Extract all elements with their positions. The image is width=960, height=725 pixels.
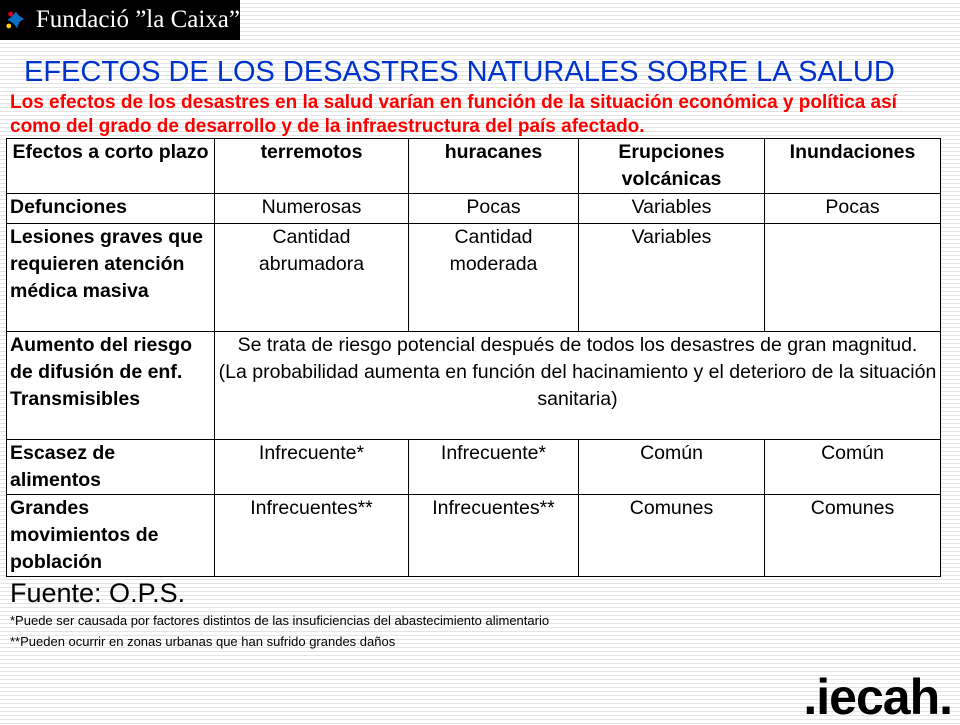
- table-cell: Comunes: [765, 495, 941, 577]
- header-cell: Inundaciones: [765, 139, 941, 194]
- iecah-logo: .iecah.: [803, 669, 952, 725]
- table-cell: Variables: [579, 224, 765, 332]
- row-label: Aumento del riesgo de difusión de enf. Transmisibles: [7, 332, 215, 440]
- row-label: Defunciones: [7, 194, 215, 224]
- table-cell: Infrecuente*: [215, 440, 409, 495]
- table-cell: Infrecuentes**: [215, 495, 409, 577]
- table-cell: Pocas: [409, 194, 579, 224]
- merged-cell: [215, 332, 941, 440]
- table-cell: Variables: [579, 194, 765, 224]
- table-header-row: [7, 139, 941, 194]
- table-row: [7, 440, 941, 495]
- table-cell: Común: [579, 440, 765, 495]
- footnote-2: **Pueden ocurrir en zonas urbanas que han sufrido grandes daños: [10, 634, 396, 649]
- table-cell: Comunes: [579, 495, 765, 577]
- table-row: [7, 194, 941, 224]
- header-cell: Efectos a corto plazo: [7, 139, 215, 194]
- fundacio-la-caixa-logo: [0, 0, 240, 40]
- table-cell: [765, 224, 941, 332]
- header-cell: Erupciones volcánicas: [579, 139, 765, 194]
- logo-text: Fundació ”la Caixa”: [35, 6, 240, 33]
- table-cell: Cantidad moderada: [409, 224, 579, 332]
- table-cell: Pocas: [765, 194, 941, 224]
- merged-note: (La probabilidad aumenta en función del hacinamiento y el deterioro de la situación sanitaria): [218, 361, 937, 410]
- table-cell: Cantidad abrumadora: [215, 224, 409, 332]
- header-cell: terremotos: [215, 139, 409, 194]
- table-row: [7, 332, 941, 440]
- subtitle: Los efectos de los desastres en la salud varían en función de la situación económica y política así como del grado de desarrollo y de la infraestructura del país afectado.: [10, 92, 897, 137]
- table-row: [7, 495, 941, 577]
- table-cell: Infrecuentes**: [409, 495, 579, 577]
- row-label: Escasez de alimentos: [7, 440, 215, 495]
- row-label: Grandes movimientos de población: [7, 495, 215, 577]
- table-cell: Común: [765, 440, 941, 495]
- page-title: EFECTOS DE LOS DESASTRES NATURALES SOBRE LA SALUD: [24, 56, 895, 88]
- merged-text: Se trata de riesgo potencial después de todos los desastres de gran magnitud.: [237, 334, 918, 356]
- header-cell: huracanes: [409, 139, 579, 194]
- footnote-1: *Puede ser causada por factores distintos de las insuficiencias del abastecimiento alimentario: [10, 613, 550, 628]
- table-cell: Infrecuente*: [409, 440, 579, 495]
- star-icon: [4, 2, 28, 38]
- table-row: [7, 224, 941, 332]
- source-note: Fuente: O.P.S.: [10, 578, 186, 608]
- table-cell: Numerosas: [215, 194, 409, 224]
- effects-table: [6, 138, 941, 577]
- row-label: Lesiones graves que requieren atención médica masiva: [7, 224, 215, 332]
